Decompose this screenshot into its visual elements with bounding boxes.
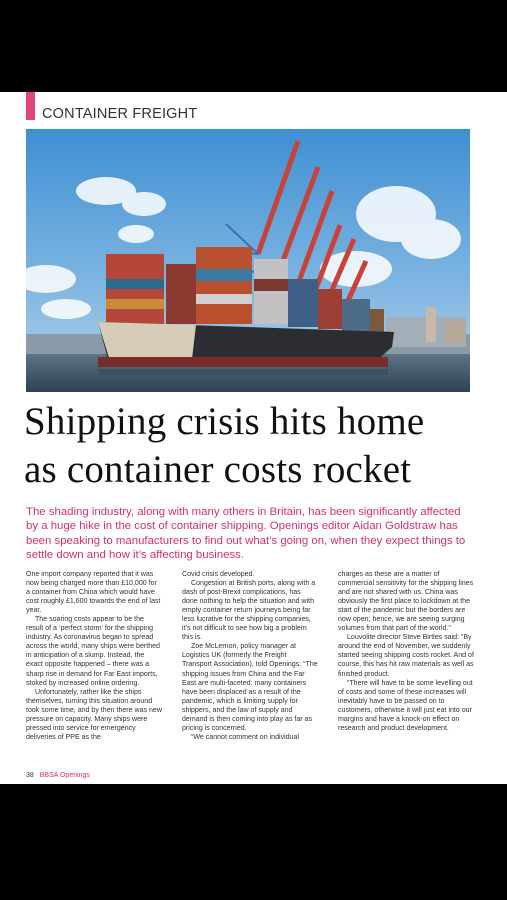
container-ship-photo <box>26 129 470 392</box>
paragraph: Louvolite director Steve Birtles said: “By around the end of November, we suddenly started seeing shipping costs rocket. And of course, this has hit raw materials as well as finished product. <box>338 634 474 678</box>
headline-line-2: as container costs rocket <box>24 448 412 491</box>
page-footer <box>26 772 90 780</box>
paragraph: One import company reported that it was now being charged more than £10,000 for a container from China which would have cost roughly £1,600 towards the end of last year. <box>26 571 161 615</box>
body-column-3 <box>338 570 474 742</box>
paragraph: “There will have to be some levelling out of costs and some of these increases will inevitably have to be passed on to customers, otherwise it will just eat into our margins and have a knock-on effect on research and product development. <box>338 679 473 732</box>
article-body <box>26 570 474 742</box>
paragraph: charges as these are a matter of commercial sensitivity for the shipping lines and are not shared with us. China was obviously the first place to lockdown at the start of the pandemic but the borders are now open; hence, we are seeing surging volumes from that part of the world.” <box>338 571 474 633</box>
paragraph: Covid crisis developed. <box>182 571 255 578</box>
paragraph: The soaring costs appear to be the result of a ‘perfect storm’ for the shipping industry. As coronavirus began to spread across the world, many ships were berthed in anticipation of a slump. Instead, the exact opposite happened – there was a sharp rise in demand for Far East imports, stoked by increased online ordering. <box>26 616 160 687</box>
magazine-name: BBSA Openings <box>39 772 90 779</box>
paragraph: Unfortunately, rather like the ships themselves, turning this situation around took some time, and by then there was new pressure on capacity. Many ships were pressed into service for emergency deliveries of PPE as the <box>26 688 162 741</box>
article-headline <box>24 398 494 494</box>
section-accent-bar <box>26 92 35 120</box>
paragraph: “We cannot comment on individual <box>191 733 299 741</box>
page-number: 38 <box>26 772 34 779</box>
paragraph: Zoe McLernon, policy manager at Logistics UK (formerly the Freight Transport Association), told Openings: “The shipping issues from China and the Far East are multi-faceted: many containers have been displaced as a result of the pandemic, which is limiting supply for shippers, and the law of supply and demand is then coming into play as far as pricing is concerned. <box>182 643 318 732</box>
headline-line-1: Shipping crisis hits home <box>24 400 425 443</box>
section-label: CONTAINER FREIGHT <box>42 106 198 122</box>
magazine-page <box>0 92 507 784</box>
article-standfirst: The shading industry, along with many others in Britain, has been significantly affected by a huge hike in the cost of container shipping. Openings editor Aidan Goldstraw has been speaking to manufacturers to find out what’s going on, when they expect things to settle down and how it’s affecting business. <box>26 506 466 562</box>
paragraph: Congestion at British ports, along with a dash of post-Brexit complications, has done nothing to help the situation and with empty container return journeys being far less lucrative for the shipping companies, it’s not difficult to see how big a problem this is. <box>182 580 316 642</box>
body-column-1 <box>26 570 162 742</box>
body-column-2 <box>182 570 318 742</box>
